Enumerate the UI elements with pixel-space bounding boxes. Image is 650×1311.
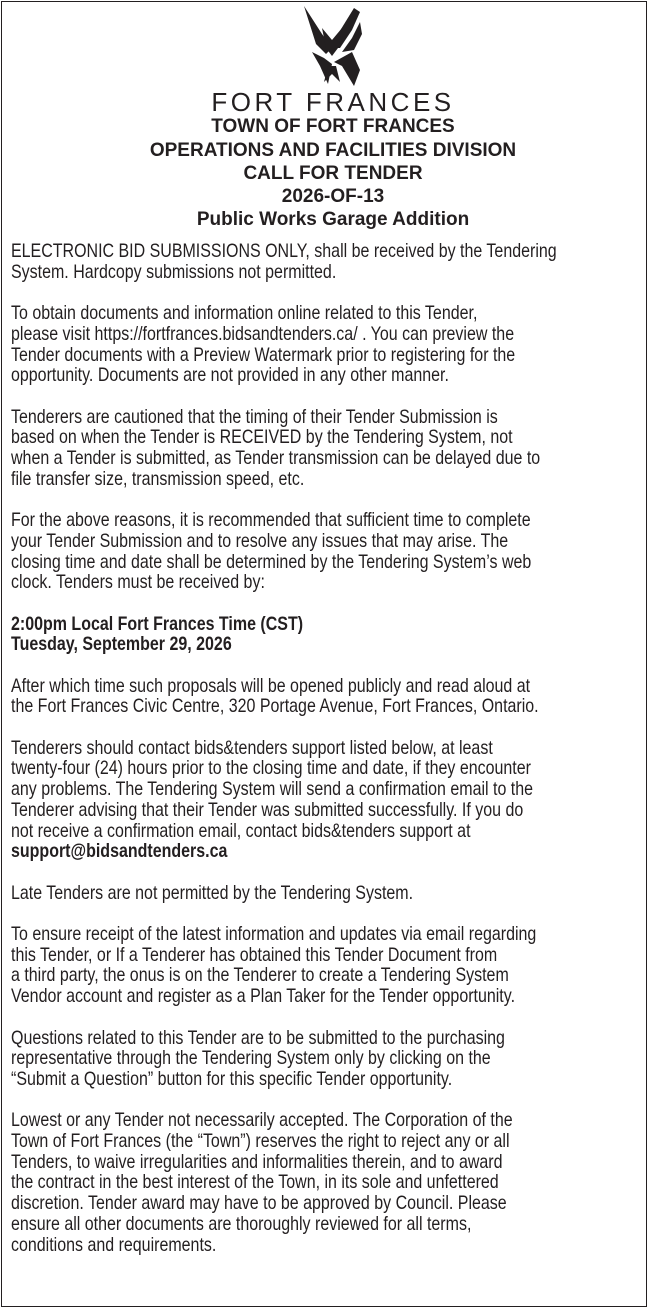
paragraph-line: your Tender Submission and to resolve any issues that may arise. The: [11, 529, 509, 552]
paragraph: [11, 303, 645, 386]
paragraph-line: any problems. The Tendering System will send a confirmation email to the: [11, 778, 534, 801]
paragraph: [11, 614, 645, 655]
division-heading: OPERATIONS AND FACILITIES DIVISION: [149, 140, 517, 161]
paragraph-line: opportunity. Documents are not provided in any other manner.: [11, 364, 449, 387]
paragraph-line: clock. Tenders must be received by:: [11, 571, 265, 594]
paragraph-line: a third party, the onus is on the Tenderer to create a Tendering System: [11, 964, 509, 987]
paragraph-line: discretion. Tender award may have to be approved by Council. Please: [11, 1192, 507, 1215]
paragraph-line: not receive a confirmation email, contact bids&tenders support at: [11, 819, 471, 842]
paragraph-line: “Submit a Question” button for this specific Tender opportunity.: [11, 1067, 453, 1090]
paragraph: [11, 510, 645, 593]
paragraph-line: Lowest or any Tender not necessarily accepted. The Corporation of the: [11, 1109, 513, 1132]
paragraph-line: Vendor account and register as a Plan Taker for the Tender opportunity.: [11, 985, 516, 1008]
tender-number: 2026-OF-13: [281, 186, 385, 207]
paragraph-line: Tenders, to waive irregularities and informalities therein, and to award: [11, 1150, 503, 1173]
paragraph: [11, 738, 645, 862]
paragraph: [11, 924, 645, 1007]
paragraph-line: support@bidsandtenders.ca: [11, 840, 228, 863]
paragraph-line: representative through the Tendering System only by clicking on the: [11, 1047, 491, 1070]
paragraph: [11, 241, 645, 282]
paragraph-line: To obtain documents and information online related to this Tender,: [11, 302, 478, 325]
paragraph-line: based on when the Tender is RECEIVED by the Tendering System, not: [11, 426, 513, 449]
paragraph-line: closing time and date shall be determined by the Tendering System’s web: [11, 550, 532, 573]
paragraph-line: file transfer size, transmission speed, etc.: [11, 467, 305, 490]
paragraph-line: Tender documents with a Preview Watermark prior to registering for the: [11, 343, 516, 366]
paragraph: [11, 1110, 645, 1255]
paragraph-line: System. Hardcopy submissions not permitted.: [11, 260, 337, 283]
paragraph-line: when a Tender is submitted, as Tender transmission can be delayed due to: [11, 447, 541, 469]
paragraph-line: 2:00pm Local Fort Frances Time (CST): [11, 612, 304, 635]
paragraph-line: After which time such proposals will be opened publicly and read aloud at: [11, 674, 531, 697]
paragraph-line: Tenderers should contact bids&tenders support listed below, at least: [11, 736, 493, 759]
paragraph-line: the Fort Frances Civic Centre, 320 Portage Avenue, Fort Frances, Ontario.: [11, 695, 539, 718]
paragraph-line: please visit https://fortfrances.bidsandtenders.ca/ . You can preview the: [11, 322, 515, 345]
project-title: Public Works Garage Addition: [196, 209, 470, 230]
paragraph-line: For the above reasons, it is recommended that sufficient time to complete: [11, 509, 531, 532]
call-heading: CALL FOR TENDER: [243, 163, 423, 184]
paragraph-line: twenty-four (24) hours prior to the closing time and date, if they encounter: [11, 757, 531, 780]
paragraph-line: Tuesday, September 29, 2026: [11, 633, 232, 656]
paragraph: [11, 1028, 645, 1090]
paragraph-line: Town of Fort Frances (the “Town”) reserves the right to reject any or all: [11, 1130, 510, 1153]
brand-wordmark: FORT FRANCES: [211, 87, 455, 117]
paragraph: [11, 407, 645, 490]
paragraph-line: Late Tenders are not permitted by the Tendering System.: [11, 881, 414, 904]
paragraph: [11, 676, 645, 717]
paragraph-line: conditions and requirements.: [11, 1233, 217, 1256]
paragraph-line: Tenderers are cautioned that the timing of their Tender Submission is: [11, 405, 498, 428]
paragraph-line: Tenderer advising that their Tender was submitted successfully. If you do: [11, 798, 524, 821]
paragraph-line: ensure all other documents are thoroughly reviewed for all terms,: [11, 1212, 472, 1235]
paragraph-line: the contract in the best interest of the Town, in its sole and unfettered: [11, 1171, 499, 1194]
paragraph-line: Questions related to this Tender are to be submitted to the purchasing: [11, 1026, 505, 1049]
fort-frances-bird-logo: [302, 4, 362, 86]
paragraph-line: this Tender, or If a Tenderer has obtained this Tender Document from: [11, 943, 498, 966]
paragraph-line: To ensure receipt of the latest information and updates via email regarding: [11, 923, 537, 946]
paragraph-line: ELECTRONIC BID SUBMISSIONS ONLY, shall be received by the Tendering: [11, 240, 557, 262]
town-heading: TOWN OF FORT FRANCES: [211, 116, 455, 137]
notice-body: [11, 241, 645, 1276]
paragraph: [11, 883, 645, 904]
